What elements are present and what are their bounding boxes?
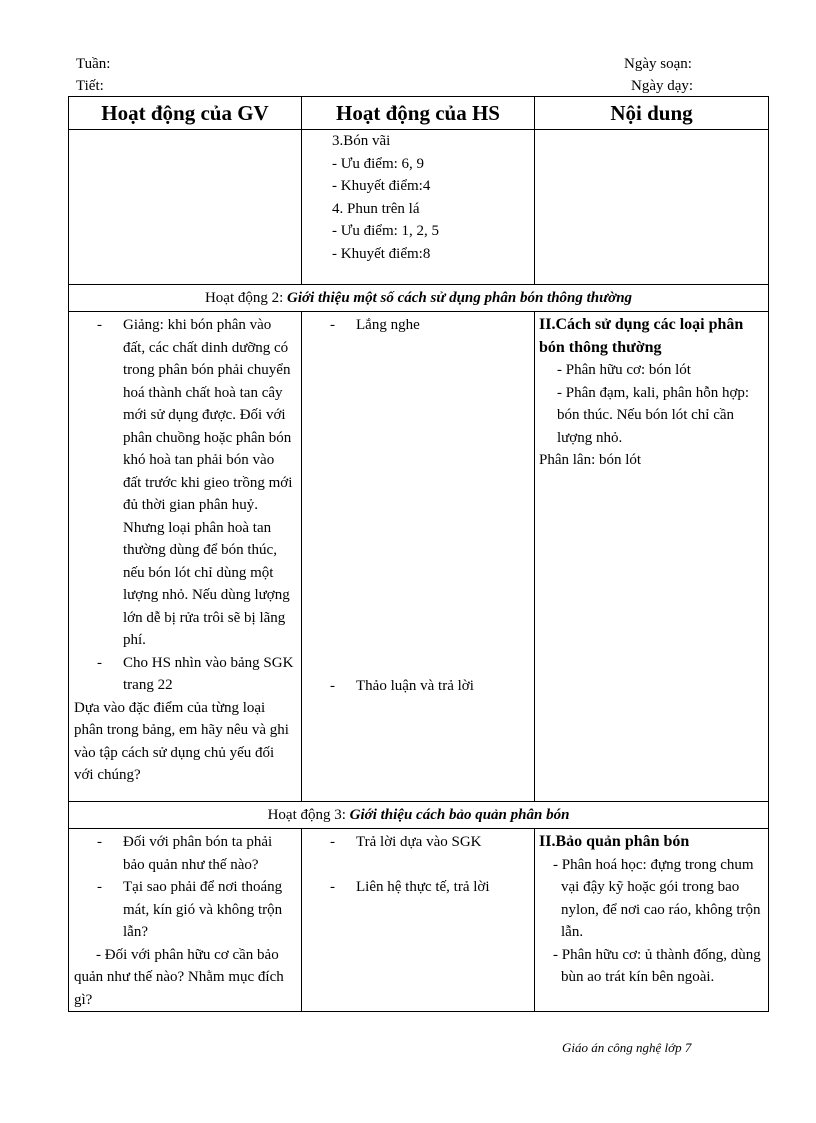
- row3-student-cell: [302, 829, 535, 1012]
- table-header-row: [69, 97, 769, 130]
- content-line: - Phân hữu cơ: bón lót: [557, 362, 691, 378]
- activity-2-title: Giới thiệu một số cách sử dụng phân bón thông thường: [287, 289, 633, 306]
- row2-teacher-cell: [69, 312, 302, 802]
- row1-content-cell: [535, 130, 769, 285]
- row2-content-cell: [535, 312, 769, 802]
- table-row: [69, 130, 769, 285]
- content-line: - Phân đạm, kali, phân hỗn hợp: bón thúc. Nếu bón lót chỉ cần lượng nhỏ.: [557, 384, 750, 446]
- question-text: Dựa vào đặc điểm của từng loại phân trong bảng, em hãy nêu và ghi vào tập cách sử dụng chủ yếu đối với chúng?: [74, 699, 289, 783]
- section-title: II.Bảo quản phân bón: [539, 833, 690, 850]
- list-item: - Giảng: khi bón phân vào đất, các chất dinh dưỡng có trong phân bón phải chuyển hoá thành chất hoà tan cây mới sử dụng được. Đối với phân chuồng hoặc phân bón khó hoà tan phải bón vào đất trước khi gieo trồng mới đủ thời gian phân huỷ. Nhưng loại phân hoà tan thường dùng để bón thúc, nếu bón lót chỉ dùng một lượng nhỏ. Nếu dùng lượng lớn dễ bị rửa trôi sẽ bị lãng phí.: [97, 317, 293, 648]
- table-row: [69, 829, 769, 1012]
- section-title: II.Cách sử dụng các loại phân bón thông thường: [539, 316, 744, 356]
- list-item: - Đối với phân bón ta phải bảo quản như thế nào?: [97, 834, 273, 873]
- list-item: - Ưu điểm: 6, 9: [332, 155, 425, 172]
- activity-2-heading: Hoạt động 2: Giới thiệu một số cách sử dụng phân bón thông thường: [69, 285, 769, 312]
- activity-3-title: Giới thiệu cách bảo quản phân bón: [349, 806, 570, 823]
- list-item: - Trả lời dựa vào SGK: [330, 834, 482, 850]
- list-item: - Liên hệ thực tế, trả lời: [330, 878, 490, 895]
- list-item: 3.Bón vãi: [332, 133, 391, 149]
- row3-content-cell: [535, 829, 769, 1012]
- row2-student-cell: [302, 312, 535, 802]
- list-item: - Lắng nghe: [330, 317, 420, 333]
- list-item: - Tại sao phải để nơi thoáng mát, kín gió và không trộn lẫn?: [97, 879, 283, 940]
- week-label: Tuần:: [76, 56, 111, 72]
- list-item: - Ưu điểm: 1, 2, 5: [332, 223, 440, 239]
- list-item: - Thảo luận và trả lời: [330, 677, 474, 694]
- footer-text: Giáo án công nghệ lớp 7: [562, 1040, 692, 1055]
- lesson-table: [68, 96, 769, 1012]
- list-item: - Khuyết điểm:8: [332, 245, 431, 262]
- list-item: - Cho HS nhìn vào bảng SGK trang 22: [97, 654, 294, 693]
- row1-student-cell: [302, 130, 535, 285]
- activity-3-heading: Hoạt động 3: Giới thiệu cách bảo quản phân bón: [69, 802, 769, 829]
- list-item: - Đối với phân hữu cơ cần bảo quản như thế nào? Nhằm mục đích gì?: [74, 946, 284, 1008]
- prep-date-label: Ngày soạn:: [624, 56, 692, 72]
- list-item: - Khuyết điểm:4: [332, 178, 431, 194]
- content-line: Phân lân: bón lót: [539, 452, 642, 468]
- list-item: 4. Phun trên lá: [332, 200, 420, 217]
- section-row: [69, 285, 769, 312]
- col-header-student: Hoạt động của HS: [302, 97, 535, 130]
- period-label: Tiết:: [76, 78, 104, 94]
- teach-date-label: Ngày dạy:: [631, 78, 694, 94]
- row3-teacher-cell: [69, 829, 302, 1012]
- content-line: - Phân hoá học: đựng trong chum vại đậy kỹ hoặc gói trong bao nylon, để nơi cao ráo, không trộn lẫn.: [553, 856, 761, 940]
- col-header-content: Nội dung: [535, 97, 769, 130]
- section-row: [69, 802, 769, 829]
- row1-teacher-cell: [69, 130, 302, 285]
- table-row: [69, 312, 769, 802]
- content-line: - Phân hữu cơ: ủ thành đống, dùng bùn ao trát kín bên ngoài.: [553, 946, 761, 985]
- col-header-teacher: Hoạt động của GV: [69, 97, 302, 130]
